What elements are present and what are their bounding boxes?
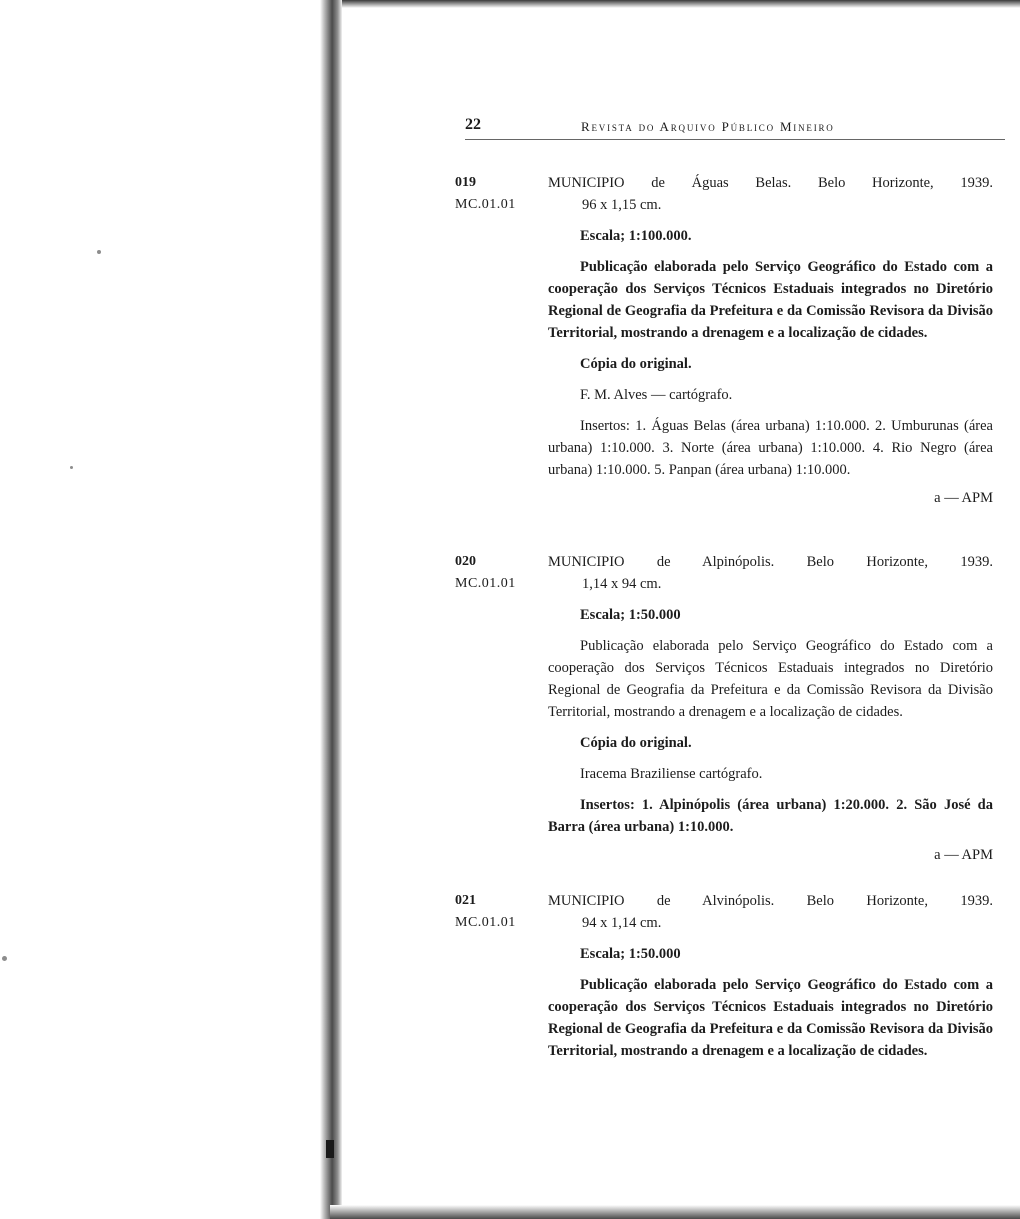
entry-insets: Insertos: 1. Águas Belas (área urbana) 1:10.000. 2. Umburunas (área urbana) 1:10.000. 3. Norte (área urbana) 1:10.000. 4. Rio Negro (área urbana) 1:10.000. 5. Panpan (área urbana) 1:10.000.	[548, 418, 993, 478]
entry-copy-note: Cópia do original.	[580, 356, 692, 372]
entry-description: Publicação elaborada pelo Serviço Geográfico do Estado com a cooperação dos Serviços Técnicos Estaduais integrados no Diretório Regional de Geografia da Prefeitura e da Comissão Revisora da Divisão Territorial, mostrando a drenagem e a localização de cidades.	[548, 259, 993, 341]
entry-copy-note: Cópia do original.	[580, 735, 692, 751]
entry-code: MC.01.01	[455, 576, 516, 591]
page-number: 22	[465, 116, 481, 133]
entry-cartographer: Iracema Braziliense cartógrafo.	[580, 766, 763, 782]
entry-source: a — APM	[934, 490, 993, 506]
entry-number: 020	[455, 554, 476, 569]
entry-scale: Escala; 1:50.000	[580, 607, 681, 623]
entry-id	[455, 551, 545, 595]
paper-speck	[70, 466, 73, 469]
paper-speck	[2, 956, 7, 961]
entry-title: MUNICIPIO de Alpinópolis. Belo Horizonte, 1939.	[548, 554, 993, 570]
header-rule	[465, 139, 1005, 140]
entry-body	[548, 172, 993, 509]
running-title: Revista do Arquivo Público Mineiro	[581, 119, 835, 134]
entry-title: MUNICIPIO de Águas Belas. Belo Horizonte, 1939.	[548, 175, 993, 191]
entry-number: 021	[455, 893, 476, 908]
entry-title: MUNICIPIO de Alvinópolis. Belo Horizonte, 1939.	[548, 893, 993, 909]
entry-id	[455, 890, 545, 934]
entry-dimensions: 94 x 1,14 cm.	[582, 915, 662, 931]
page-top-shadow	[330, 0, 1020, 8]
entry-body	[548, 890, 993, 1062]
page-header	[465, 116, 1005, 146]
entry-id	[455, 172, 545, 216]
entry-scale: Escala; 1:50.000	[580, 946, 681, 962]
entry-body	[548, 551, 993, 866]
book-spine-gutter	[320, 0, 342, 1219]
entry-dimensions: 1,14 x 94 cm.	[582, 576, 662, 592]
entry-description: Publicação elaborada pelo Serviço Geográfico do Estado com a cooperação dos Serviços Técnicos Estaduais integrados no Diretório Regional de Geografia da Prefeitura e da Comissão Revisora da Divisão Territorial, mostrando a drenagem e a localização de cidades.	[548, 638, 993, 720]
page-bottom-shadow	[330, 1205, 1020, 1219]
entry-source: a — APM	[934, 847, 993, 863]
entry-code: MC.01.01	[455, 915, 516, 930]
entry-scale: Escala; 1:100.000.	[580, 228, 692, 244]
binding-mark	[326, 1140, 334, 1158]
entry-description: Publicação elaborada pelo Serviço Geográfico do Estado com a cooperação dos Serviços Técnicos Estaduais integrados no Diretório Regional de Geografia da Prefeitura e da Comissão Revisora da Divisão Territorial, mostrando a drenagem e a localização de cidades.	[548, 977, 993, 1059]
entry-insets: Insertos: 1. Alpinópolis (área urbana) 1:20.000. 2. São José da Barra (área urbana) 1:10.000.	[548, 797, 993, 835]
paper-speck	[97, 250, 101, 254]
entry-dimensions: 96 x 1,15 cm.	[582, 197, 662, 213]
entry-number: 019	[455, 175, 476, 190]
entry-code: MC.01.01	[455, 197, 516, 212]
entry-cartographer: F. M. Alves — cartógrafo.	[580, 387, 733, 403]
